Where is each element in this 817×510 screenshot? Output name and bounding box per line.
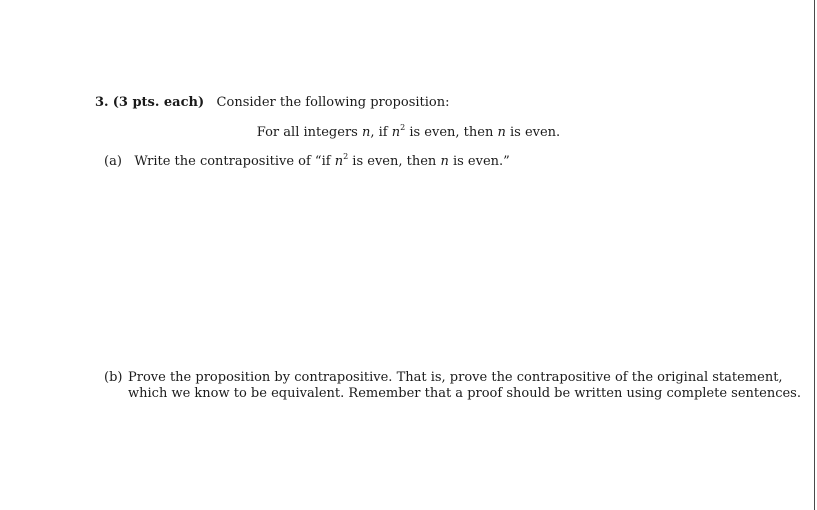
part-a-var-n-squared: n [334,154,344,169]
part-a-label: (a) [104,154,122,169]
proposition-text-2: , if [370,125,388,140]
part-a-question [104,154,510,169]
proposition-var-n-squared: n [391,125,401,140]
part-a-var-n: n [440,154,449,169]
problem-points: (3 pts. each) [112,95,205,110]
proposition-var-n: n [361,125,371,140]
proposition-exponent: 2 [400,123,406,132]
problem-header [95,95,450,110]
proposition-text-1: For all integers [256,125,358,140]
part-a-exponent: 2 [343,152,349,161]
proposition-var-n-2: n [497,125,506,140]
part-b-line-2: which we know to be equivalent. Remember that a proof should be written using complete sentences. [128,386,801,401]
part-a-text-2: is even, then [352,154,437,169]
part-b-question [104,370,801,402]
problem-intro: Consider the following proposition: [216,95,450,110]
part-b-line-1-row [104,370,801,386]
problem-number: 3. [95,95,109,110]
part-b-label: (b) [104,370,123,385]
proposition-text-4: is even. [509,125,561,140]
part-a-text-1: Write the contrapositive of “if [134,154,331,169]
part-b-line-1: Prove the proposition by contrapositive. That is, prove the contrapositive of the original statement, [128,370,783,385]
proposition-statement [0,125,817,140]
proposition-text-3: is even, then [409,125,494,140]
part-a-text-3: is even.” [452,154,510,169]
page-edge-divider [814,0,815,510]
